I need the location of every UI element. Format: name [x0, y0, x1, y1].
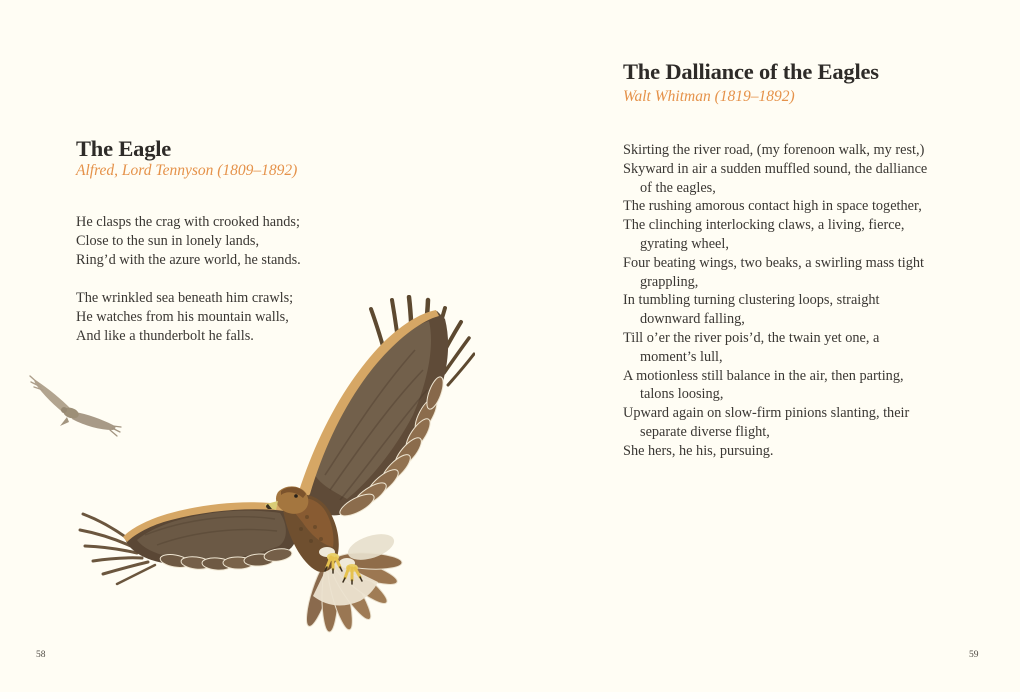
poem-line: Skyward in air a sudden muffled sound, the dalliance [623, 160, 928, 177]
poem-line: gyrating wheel, [640, 235, 729, 252]
poem-line: The clinching interlocking claws, a living, fierce, [623, 217, 905, 234]
page-number-right: 59 [969, 650, 979, 660]
page-bottom-edge [0, 692, 1020, 699]
poem-line: Till o’er the river pois’d, the twain yet one, a [623, 329, 880, 346]
poem-line: Upward again on slow-firm pinions slanting, their [623, 405, 910, 422]
poem-author-right: Walt Whitman (1819–1892) [623, 88, 795, 105]
page-number-left: 58 [36, 650, 46, 660]
poem-line: And like a thunderbolt he falls. [76, 328, 254, 344]
poem-line: He watches from his mountain walls, [76, 309, 289, 325]
poem-author-left: Alfred, Lord Tennyson (1809–1892) [76, 162, 298, 179]
poem-line: She hers, he his, pursuing. [623, 442, 774, 459]
poem-line: Close to the sun in lonely lands, [76, 233, 260, 249]
golden-eagle-illustration [75, 295, 475, 643]
poem-line: In tumbling turning clustering loops, straight [623, 292, 880, 309]
poem-title-left: The Eagle [76, 136, 172, 161]
poem-line: grappling, [640, 273, 699, 290]
poem-line: The rushing amorous contact high in space together, [623, 198, 922, 215]
poem-title-right: The Dalliance of the Eagles [623, 59, 879, 84]
poem-line: separate diverse flight, [640, 423, 770, 440]
poem-line: A motionless still balance in the air, then parting, [623, 367, 904, 384]
poem-line: of the eagles, [640, 179, 716, 196]
poem-line: downward falling, [640, 311, 745, 328]
poem-line: He clasps the crag with crooked hands; [76, 214, 300, 230]
poem-line: talons loosing, [640, 386, 724, 403]
poem-line: The wrinkled sea beneath him crawls; [76, 290, 294, 306]
poem-line: Skirting the river road, (my forenoon walk, my rest,) [623, 142, 925, 158]
poem-line: moment’s lull, [640, 348, 723, 365]
poem-line: Four beating wings, two beaks, a swirling mass tight [623, 254, 925, 271]
poem-line: Ring’d with the azure world, he stands. [76, 252, 301, 268]
poem-right [623, 141, 943, 461]
stanza-1 [76, 213, 396, 270]
